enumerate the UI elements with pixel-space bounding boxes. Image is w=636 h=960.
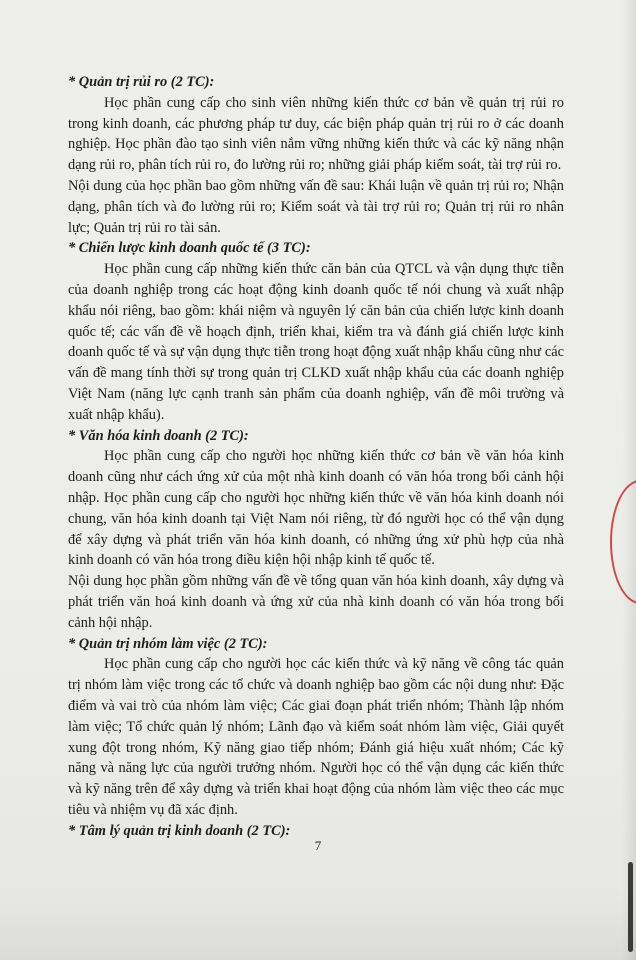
section-heading-business-culture: * Văn hóa kinh doanh (2 TC): xyxy=(68,427,249,444)
section-heading-business-psychology: * Tâm lý quản trị kinh doanh (2 TC): xyxy=(68,822,291,839)
page-number: 7 xyxy=(314,838,322,853)
section-paragraph: Học phần cung cấp những kiến thức căn bản của QTCL và vận dụng thực tiễn của doanh nghiệp trong các hoạt động kinh doanh quốc tế nói chung và xuất nhập khẩu nói riêng, bao gồm: khái niệm và nguyên lý căn bản của chiến lược kinh doanh quốc tế; các vấn đề về hoạch định, triển khai, kiểm tra và đánh giá chiến lược kinh doanh quốc tế và sự vận dụng thực tiễn trong hoạt động xuất nhập khẩu cũng như các vấn đề mang tính thời sự trong quản trị CLKD xuất nhập khẩu của các doanh nghiệp Việt Nam (năng lực cạnh tranh sản phẩm của doanh nghiệp, vấn đề môi trường và xuất nhập khẩu). xyxy=(68,261,564,423)
section-paragraph: Nội dung của học phần bao gồm những vấn đề sau: Khái luận về quản trị rủi ro; Nhận dạng, phân tích và đo lường rủi ro; Kiểm soát và tài trợ rủi ro; Quản trị rủi ro nhân lực; Quản trị rủi ro tài sản. xyxy=(68,177,564,236)
scrollbar-thumb[interactable] xyxy=(628,862,633,952)
section-paragraph: Học phần cung cấp cho người học những kiến thức cơ bản về văn hóa kinh doanh cũng như cách ứng xử của một nhà kinh doanh có văn hóa trong bối cảnh hội nhập. Học phần cung cấp cho người học những kiến thức về văn hóa kinh doanh nói chung, văn hóa kinh doanh tại Việt Nam nói riêng, từ đó người học có thể vận dụng để xây dựng và phát triển văn hóa kinh doanh, có những ứng xử phù hợp của nhà kinh doanh có văn hóa trong điều kiện hội nhập kinh tế quốc tế. xyxy=(68,448,564,569)
section-paragraph: Nội dung học phần gồm những vấn đề về tổng quan văn hóa kinh doanh, xây dựng và phát triển văn hoá kinh doanh và ứng xử của nhà kinh doanh có văn hóa trong bối cảnh hội nhập. xyxy=(68,573,564,631)
section-heading-international-strategy: * Chiến lược kinh doanh quốc tế (3 TC): xyxy=(68,240,311,257)
section-heading-team-management: * Quản trị nhóm làm việc (2 TC): xyxy=(68,635,268,652)
page-bottom-shadow xyxy=(0,890,636,960)
section-paragraph: Học phần cung cấp cho sinh viên những kiến thức cơ bản về quản trị rủi ro trong kinh doanh, các phương pháp tư duy, các biện pháp quản trị rủi ro ở các doanh nghiệp. Học phần đào tạo sinh viên nắm vững những kiến thức và các kỹ năng nhận dạng rủi ro, phân tích rủi ro, đo lường rủi ro; những giải pháp kiểm soát, tài trợ rủi ro. xyxy=(68,94,564,174)
section-paragraph: Học phần cung cấp cho người học các kiến thức và kỹ năng về công tác quản trị nhóm làm việc trong các tổ chức và doanh nghiệp bao gồm các nội dung như: Đặc điểm và vai trò của nhóm làm việc; Các giai đoạn phát triển nhóm; Thành lập nhóm làm việc; Tổ chức quản lý nhóm; Lãnh đạo và kiểm soát nhóm làm việc, Giải quyết xung đột trong nhóm, Kỹ năng giao tiếp nhóm; Đánh giá hiệu xuất nhóm; Các kỹ năng và năng lực của người trưởng nhóm. Người học có thể vận dụng các kiến thức và kỹ năng trên để xây dựng và triển khai hoạt động của nhóm làm việc theo các mục tiêu và nhiệm vụ đã xác định. xyxy=(68,656,564,818)
page-edge-shadow xyxy=(622,0,636,960)
document-body xyxy=(68,72,564,841)
section-heading-risk-management: * Quản trị rủi ro (2 TC): xyxy=(68,74,215,90)
